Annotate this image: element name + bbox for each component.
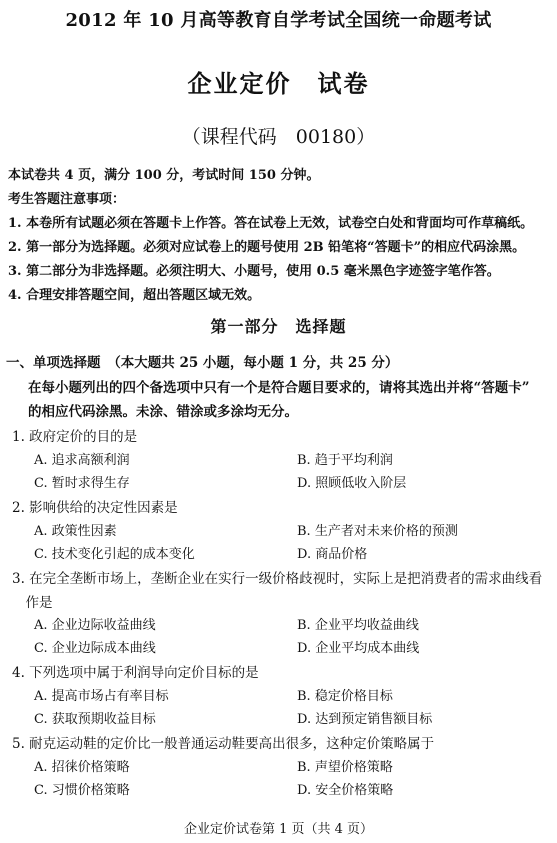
option-c: C. 暂时求得生存 — [34, 476, 130, 491]
exam-title: 企业定价 试卷 — [187, 69, 370, 98]
option-b: B. 声望价格策略 — [297, 760, 393, 775]
part-title: 第一部分 选择题 — [210, 317, 347, 336]
option-d: D. 商品价格 — [297, 547, 368, 562]
option-a: A. 政策性因素 — [34, 524, 117, 539]
question-stem-continued: 作是 — [12, 595, 53, 611]
option-a: A. 提高市场占有率目标 — [34, 689, 169, 704]
option-b: B. 企业平均收益曲线 — [297, 618, 419, 633]
question-stem: 3. 在完全垄断市场上，垄断企业在实行一级价格歧视时，实际上是把消费者的需求曲线看 — [12, 571, 543, 587]
option-c: C. 企业边际成本曲线 — [34, 641, 156, 656]
option-a: A. 招徕价格策略 — [34, 760, 130, 775]
question-stem: 4. 下列选项中属于利润导向定价目标的是 — [12, 665, 259, 681]
option-b: B. 生产者对未来价格的预测 — [297, 524, 458, 539]
page-footer: 企业定价试卷第 1 页（共 4 页） — [183, 822, 374, 837]
notice-item: 2. 第一部分为选择题。必须对应试卷上的题号使用 2B 铅笔将“答题卡”的相应代码涂黑。 — [8, 240, 526, 255]
notice-item: 4. 合理安排答题空间，超出答题区域无效。 — [8, 288, 261, 303]
option-d: D. 达到预定销售额目标 — [297, 712, 433, 727]
notice-heading: 考生答题注意事项： — [8, 192, 126, 207]
notice-item: 1. 本卷所有试题必须在答题卡上作答。答在试卷上无效，试卷空白处和背面均可作草稿纸。 — [8, 216, 534, 231]
section-instruction: 的相应代码涂黑。未涂、错涂或多涂均无分。 — [28, 404, 298, 420]
notice-item: 3. 第二部分为非选择题。必须注明大、小题号，使用 0.5 毫米黑色字迹签字笔作答。 — [8, 264, 500, 279]
option-b: B. 趋于平均利润 — [297, 453, 393, 468]
option-c: C. 习惯价格策略 — [34, 783, 130, 798]
exam-header: 2012 年 10 月高等教育自学考试全国统一命题考试 — [65, 10, 492, 31]
option-a: A. 企业边际收益曲线 — [34, 618, 156, 633]
section-heading: 一、单项选择题 （本大题共 25 小题，每小题 1 分，共 25 分） — [6, 355, 399, 371]
section-instruction: 在每小题列出的四个备选项中只有一个是符合题目要求的，请将其选出并将“答题卡” — [28, 380, 530, 396]
question-stem: 5. 耐克运动鞋的定价比一般普通运动鞋要高出很多，这种定价策略属于 — [12, 736, 435, 752]
question-stem: 1. 政府定价的目的是 — [12, 429, 138, 445]
exam-info: 本试卷共 4 页，满分 100 分，考试时间 150 分钟。 — [8, 168, 320, 183]
course-code: （课程代码 00180） — [181, 126, 376, 148]
option-d: D. 照顾低收入阶层 — [297, 476, 407, 491]
question-stem: 2. 影响供给的决定性因素是 — [12, 500, 178, 516]
option-c: C. 技术变化引起的成本变化 — [34, 547, 195, 562]
option-a: A. 追求高额利润 — [34, 453, 130, 468]
option-c: C. 获取预期收益目标 — [34, 712, 156, 727]
option-d: D. 安全价格策略 — [297, 783, 394, 798]
option-b: B. 稳定价格目标 — [297, 689, 393, 704]
option-d: D. 企业平均成本曲线 — [297, 641, 420, 656]
